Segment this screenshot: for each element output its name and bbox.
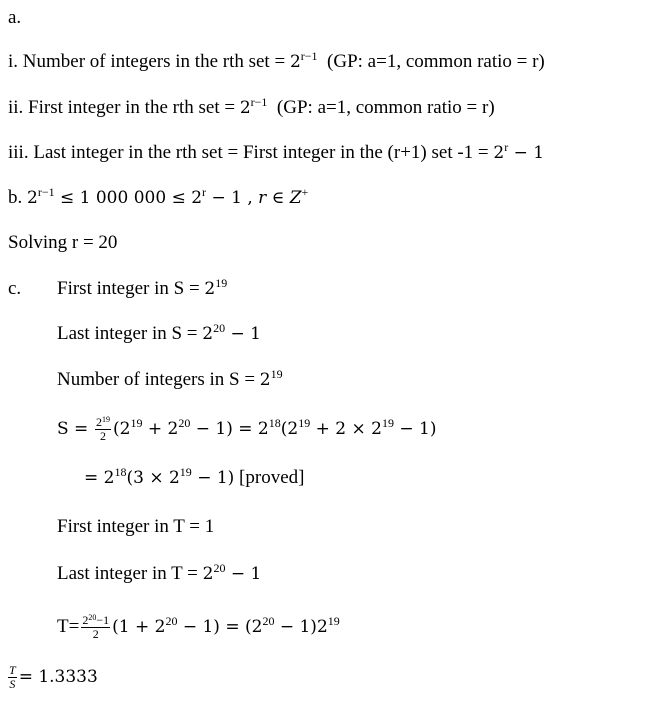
b-exp2: r [202,185,207,199]
a-i-exp: r−1 [300,49,318,63]
b-exp1: r−1 [37,185,55,199]
t-p2: − 1) = (2 [177,616,263,637]
line-a-i [8,50,545,74]
last-t-text: Last integer in T = [57,563,203,584]
t-p3: − 1)2 [274,616,328,637]
b-var: r [258,188,267,208]
line-t-equation [57,614,340,641]
num-s-text: Number of integers in S = [57,369,260,390]
last-t-exp: 20 [213,561,226,575]
num-s-exp: 19 [270,367,283,381]
last-s-base: 2 [202,324,214,344]
s-p2: + 2 [142,418,179,439]
a-iii-text: iii. Last integer in the rth set = First integer in the (r+1) set -1 = [8,142,494,163]
first-s-text: First integer in S = [57,278,205,299]
t-frac-den: 2 [92,627,99,641]
s-lhs: S = [57,418,89,439]
s-fraction [95,416,111,443]
line-num-s [57,368,283,392]
b-base1: 2 [27,188,38,208]
s2-p2-exp: 19 [179,465,192,479]
s-p5: + 2 × 2 [310,418,382,439]
s-p1: (2 [113,418,131,439]
line-b [8,186,308,210]
s2-p1: = 2 [84,468,115,488]
a-ii-exp: r−1 [250,95,268,109]
b-mid: ≤ 1 000 000 ≤ [54,188,192,208]
num-s-base: 2 [259,370,271,390]
s-p1-exp: 19 [130,415,143,430]
last-s-exp: 20 [213,321,226,335]
s-p4-exp: 19 [298,415,311,430]
last-s-tail: − 1 [225,324,261,344]
a-i-expr: 2 [289,52,301,72]
s-p4: (2 [280,418,299,439]
last-t-base: 2 [202,564,214,584]
t-lhs: T= [57,615,80,637]
last-s-text: Last integer in S = [57,323,203,344]
line-ratio [8,664,98,691]
a-iii-tail: − 1 [508,143,545,163]
a-ii-expr: 2 [239,98,251,118]
first-s-exp: 19 [215,276,228,290]
ratio-den: S [9,677,16,691]
line-s-equation [57,416,436,443]
line-last-s [57,322,261,346]
b-set-exp: + [301,185,309,199]
line-first-s [57,277,227,301]
b-tail: − 1 , [206,188,259,208]
b-base2: 2 [191,188,203,208]
part-c-label: c. [8,278,22,299]
s2-p2: (3 × 2 [126,468,180,488]
part-b-label: b. [8,187,23,208]
ratio-fraction [8,664,17,691]
t-frac-num-base: 2 [82,613,89,627]
t-p1: (1 + 2 [112,616,166,637]
b-set: Z [289,188,302,208]
a-iii-expr: 2 [493,143,505,163]
s-p3-exp: 18 [268,415,281,430]
b-member: ∈ [266,188,290,208]
line-first-t: First integer in T = 1 [57,516,215,537]
line-last-t [57,562,261,586]
a-iii-exp: r [504,140,509,154]
ratio-value: = 1.3333 [18,666,98,687]
line-a-iii [8,141,544,165]
s-p2-exp: 20 [178,415,191,430]
s-frac-num-exp: 19 [102,415,111,424]
line-solving: Solving r = 20 [8,232,118,253]
s-frac-den: 2 [100,429,107,443]
s2-p1-exp: 18 [114,465,127,479]
t-frac-num-exp: 20 [88,613,97,622]
s-p3: − 1) = 2 [190,418,269,439]
a-i-text: i. Number of integers in the rth set = [8,51,290,72]
part-a-label: a. [8,7,22,28]
last-t-tail: − 1 [225,564,262,584]
t-p1-exp: 20 [165,613,178,628]
s2-p3: − 1) [191,468,235,488]
s-p6: − 1) [393,418,437,439]
a-ii-text: ii. First integer in the rth set = [8,97,240,118]
t-frac-num-tail: −1 [96,613,110,627]
ratio-num: T [9,663,16,677]
line-a-ii [8,96,495,120]
t-fraction [81,614,110,641]
line-s-equation-2 [84,466,304,490]
s-frac-num-base: 2 [96,415,103,429]
s-p5-exp: 19 [381,415,394,430]
first-s-base: 2 [204,279,216,299]
t-p3-exp: 19 [327,613,340,628]
t-p2-exp: 20 [262,613,275,628]
a-ii-note: (GP: a=1, common ratio = r) [276,97,495,118]
s2-proved: [proved] [234,467,305,488]
a-i-note: (GP: a=1, common ratio = r) [327,51,545,72]
